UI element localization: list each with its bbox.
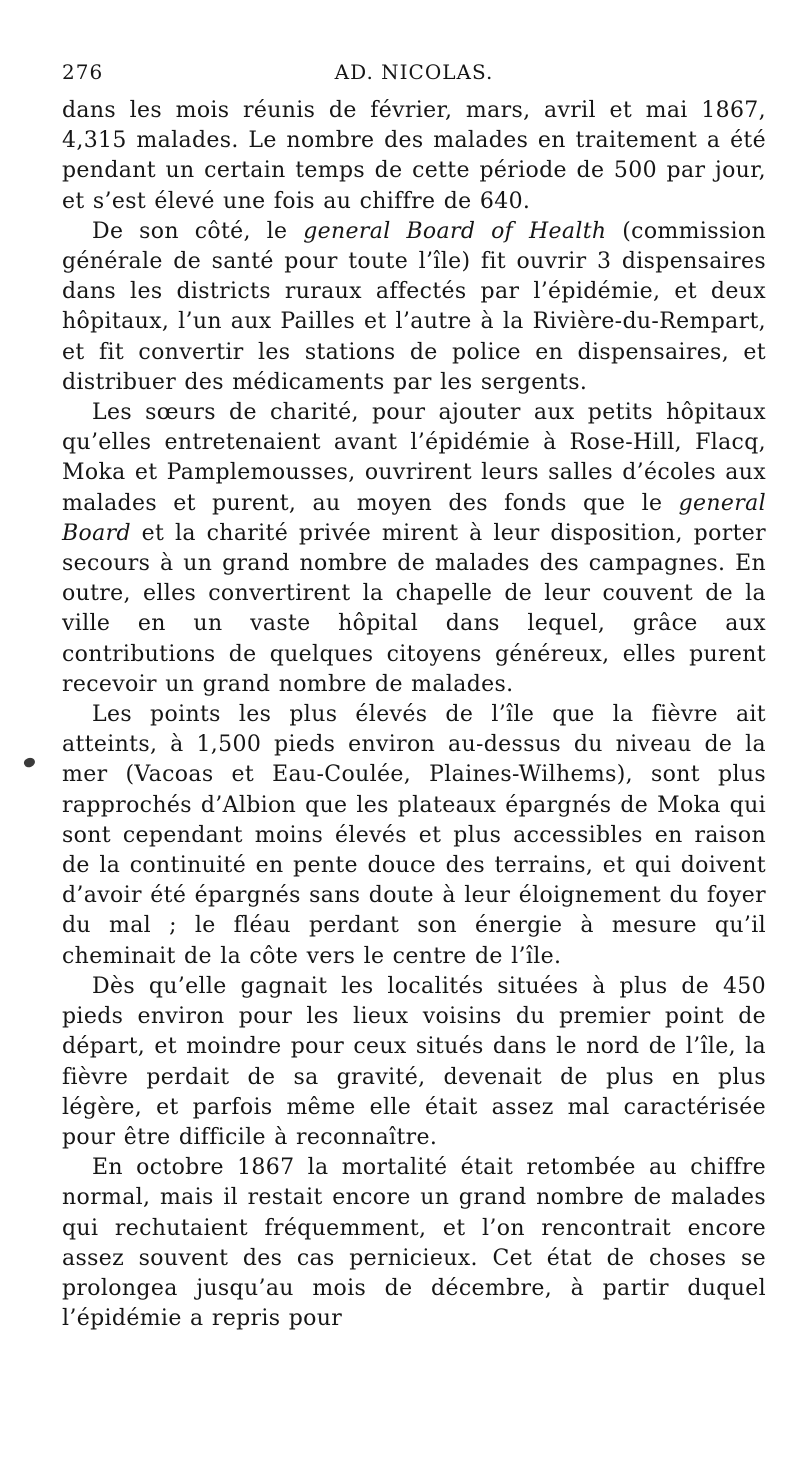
text-run: De son côté, le (92, 218, 304, 244)
ink-blot-mark (23, 756, 37, 769)
paragraph-p1 (62, 96, 766, 217)
paragraph-p3 (62, 398, 766, 700)
running-title: AD. NICOLAS. (334, 60, 494, 84)
paragraph-p6 (62, 1153, 766, 1334)
text-run: (commission générale de santé pour toute l’île) fit ouvrir 3 dispensaires dans les districts ruraux affectés par l’épidémie, et deux hôpitaux, l’un aux Pailles et l’autre à la Rivière-du-Rempart, et fit convertir les stations de police en dispensaires, et distribuer des médicaments par les sergents. (62, 218, 766, 395)
paragraph-p2 (62, 217, 766, 398)
text-run: et la charité privée mirent à leur disposition, porter secours à un grand nombre de malades des campagnes. En outre, elles convertirent la chapelle de leur couvent de la ville en un vaste hôpital dans lequel, grâce aux contributions de quelques citoyens généreux, elles purent recevoir un grand nombre de malades. (62, 520, 766, 697)
text-run: Dès qu’elle gagnait les localités situées à plus de 450 pieds environ pour les lieux voisins du premier point de départ, et moindre pour ceux situés dans le nord de l’île, la fièvre perdait de sa gravité, devenait de plus en plus légère, et parfois même elle était assez mal caractérisée pour être difficile à reconnaître. (62, 973, 766, 1150)
page-number: 276 (62, 60, 104, 84)
italic-text-run: general Board (62, 490, 766, 546)
body-text (62, 96, 766, 1334)
text-run: Les sœurs de charité, pour ajouter aux petits hôpitaux qu’elles entretenaient avant l’épidémie à Rose-Hill, Flacq, Moka et Pamplemousses, ouvrirent leurs salles d’écoles aux malades et purent, au moyen des fonds que le (62, 400, 766, 516)
text-run: dans les mois réunis de février, mars, avril et mai 1867, 4,315 malades. Le nombre des malades en traitement a été pendant un certain temps de cette période de 500 par jour, et s’est élevé une fois au chiffre de 640. (62, 98, 766, 214)
italic-text-run: general Board of Health (303, 218, 607, 244)
book-page (62, 58, 766, 1334)
running-header (62, 58, 766, 88)
text-run: En octobre 1867 la mortalité était retombée au chiffre normal, mais il restait encore un grand nombre de malades qui rechutaient fréquemment, et l’on rencontrait encore assez souvent des cas pernicieux. Cet état de choses se prolongea jusqu’au mois de décembre, à partir duquel l’épidémie a repris pour (62, 1155, 766, 1332)
paragraph-p5 (62, 972, 766, 1153)
text-run: Les points les plus élevés de l’île que la fièvre ait atteints, à 1,500 pieds environ au-dessus du niveau de la mer (Vacoas et Eau-Coulée, Plaines-Wilhems), sont plus rapprochés d’Albion que les plateaux épargnés de Moka qui sont cependant moins élevés et plus accessibles en raison de la continuité en pente douce des terrains, et qui doivent d’avoir été épargnés sans doute à leur éloignement du foyer du mal ; le fléau perdant son énergie à mesure qu’il cheminait de la côte vers le centre de l’île. (62, 702, 766, 969)
paragraph-p4 (62, 700, 766, 972)
